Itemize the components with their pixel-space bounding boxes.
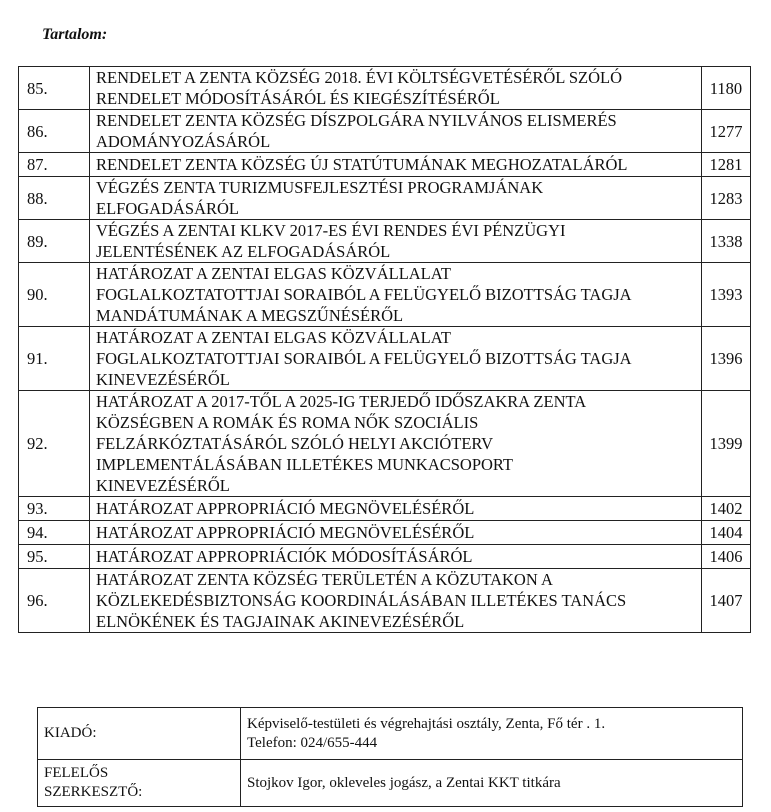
publisher-value: Képviselő-testületi és végrehajtási osztály, Zenta, Fő tér . 1. Telefon: 024/655-444 [241,708,743,760]
entry-title: RENDELET ZENTA KÖZSÉG ÚJ STATÚTUMÁNAK MEGHOZATALÁRÓL [90,153,702,177]
entry-page: 1393 [702,263,751,327]
entry-number: 86. [19,110,90,153]
entry-number: 94. [19,521,90,545]
entry-page: 1281 [702,153,751,177]
entry-page: 1407 [702,569,751,633]
editor-label: FELELŐS SZERKESZTŐ: [38,760,241,807]
entry-number: 93. [19,497,90,521]
table-row [19,521,751,545]
entry-number: 90. [19,263,90,327]
entry-page: 1283 [702,177,751,220]
entry-page: 1396 [702,327,751,391]
table-row [19,67,751,110]
entry-page: 1277 [702,110,751,153]
table-row [19,220,751,263]
entry-number: 92. [19,391,90,497]
editor-value: Stojkov Igor, okleveles jogász, a Zentai KKT titkára [241,760,743,807]
table-row [19,391,751,497]
entry-number: 95. [19,545,90,569]
table-row [19,569,751,633]
entry-title: HATÁROZAT ZENTA KÖZSÉG TERÜLETÉN A KÖZUTAKON A KÖZLEKEDÉSBIZTONSÁG KOORDINÁLÁSÁBAN ILLETÉKES TANÁCS ELNÖKÉNEK ÉS TAGJAINAK AKINEVEZÉSÉRŐL [90,569,702,633]
entry-page: 1180 [702,67,751,110]
entry-title: RENDELET ZENTA KÖZSÉG DÍSZPOLGÁRA NYILVÁNOS ELISMERÉS ADOMÁNYOZÁSÁRÓL [90,110,702,153]
entry-number: 85. [19,67,90,110]
entry-page: 1406 [702,545,751,569]
entry-page: 1402 [702,497,751,521]
entry-page: 1404 [702,521,751,545]
entry-title: HATÁROZAT A 2017-TŐL A 2025-IG TERJEDŐ IDŐSZAKRA ZENTA KÖZSÉGBEN A ROMÁK ÉS ROMA NŐK SZOCIÁLIS FELZÁRKÓZTATÁSÁRÓL SZÓLÓ HELYI AKCIÓTERV IMPLEMENTÁLÁSÁBAN ILLETÉKES MUNKACSOPORT KINEVEZÉSÉRŐL [90,391,702,497]
entry-page: 1399 [702,391,751,497]
contents-heading: Tartalom: [42,26,108,43]
table-row [19,497,751,521]
table-row [19,153,751,177]
table-row [19,545,751,569]
entry-number: 91. [19,327,90,391]
table-row [19,177,751,220]
contents-table [18,66,751,633]
entry-title: HATÁROZAT APPROPRIÁCIÓK MÓDOSÍTÁSÁRÓL [90,545,702,569]
entry-title: HATÁROZAT A ZENTAI ELGAS KÖZVÁLLALAT FOGLALKOZTATOTTJAI SORAIBÓL A FELÜGYELŐ BIZOTTSÁG TAGJA MANDÁTUMÁNAK A MEGSZŰNÉSÉRŐL [90,263,702,327]
table-row [19,263,751,327]
table-row [19,327,751,391]
table-row [19,110,751,153]
entry-title: RENDELET A ZENTA KÖZSÉG 2018. ÉVI KÖLTSÉGVETÉSÉRŐL SZÓLÓ RENDELET MÓDOSÍTÁSÁRÓL ÉS KIEGÉSZÍTÉSÉRŐL [90,67,702,110]
entry-title: HATÁROZAT APPROPRIÁCIÓ MEGNÖVELÉSÉRŐL [90,497,702,521]
entry-page: 1338 [702,220,751,263]
entry-title: VÉGZÉS ZENTA TURIZMUSFEJLESZTÉSI PROGRAMJÁNAK ELFOGADÁSÁRÓL [90,177,702,220]
publisher-row [38,708,743,760]
imprint-table [37,707,743,807]
entry-title: HATÁROZAT A ZENTAI ELGAS KÖZVÁLLALAT FOGLALKOZTATOTTJAI SORAIBÓL A FELÜGYELŐ BIZOTTSÁG TAGJA KINEVEZÉSÉRŐL [90,327,702,391]
editor-row [38,760,743,807]
entry-number: 89. [19,220,90,263]
entry-title: HATÁROZAT APPROPRIÁCIÓ MEGNÖVELÉSÉRŐL [90,521,702,545]
entry-number: 88. [19,177,90,220]
publisher-label: KIADÓ: [38,708,241,760]
entry-number: 87. [19,153,90,177]
entry-number: 96. [19,569,90,633]
entry-title: VÉGZÉS A ZENTAI KLKV 2017-ES ÉVI RENDES ÉVI PÉNZÜGYI JELENTÉSÉNEK AZ ELFOGADÁSÁRÓL [90,220,702,263]
